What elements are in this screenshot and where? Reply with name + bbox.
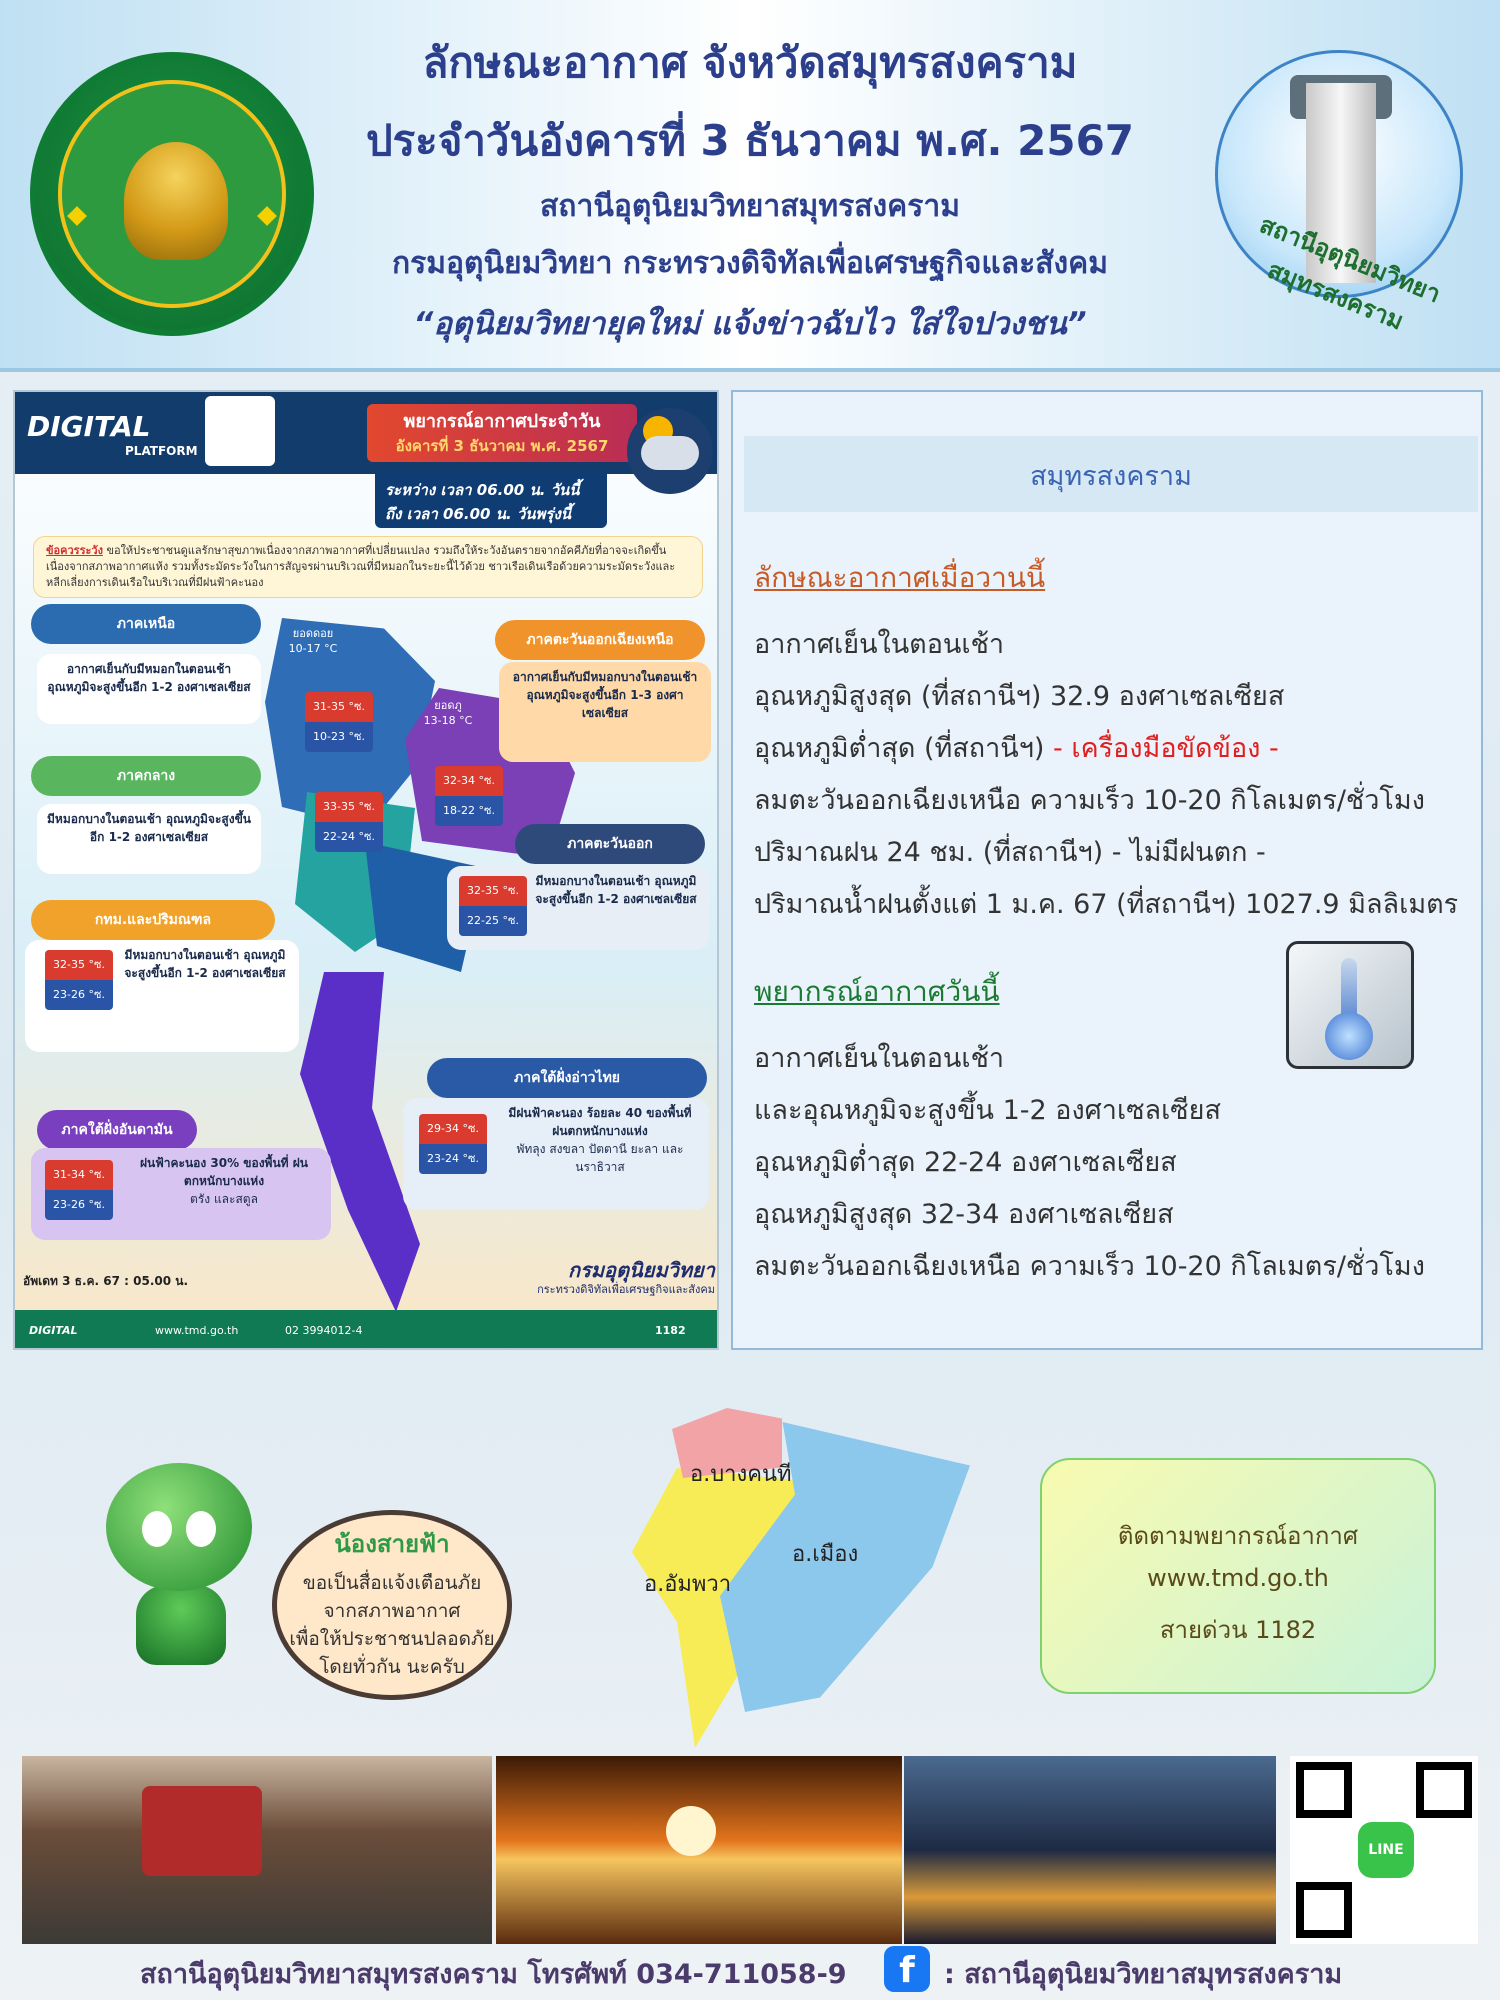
line-qr-code[interactable] [1290,1756,1478,1944]
yesterday-min-temp [754,726,1279,769]
infographic-bottom-bar [15,1310,719,1350]
north-peak-temp: 10-17 °C [288,642,338,655]
temp-gulf [419,1114,487,1174]
temp-bangkok-high: 32-35 °ซ. [45,950,113,980]
today-line: ลมตะวันออกเฉียงเหนือ ความเร็ว 10-20 กิโลเมตร/ชั่วโมง [754,1251,1425,1282]
gulf-areas: พัทลุง สงขลา ปัตตานี ยะลา และนราธิวาส [516,1142,684,1174]
region-text-central: มีหมอกบางในตอนเช้า อุณหภูมิจะสูงขึ้นอีก 1-2 องศาเซลเซียส [37,804,261,874]
temp-bangkok-low: 23-26 °ซ. [45,980,113,1010]
department-name: กรมอุตุนิยมวิทยา กระทรวงดิจิทัลเพื่อเศรษฐกิจและสังคม [391,246,1109,281]
yesterday-heading: ลักษณะอากาศเมื่อวานนี้ [754,561,1046,594]
ne-peak-name: ยอดภู [434,699,462,712]
mascot-line: เพื่อให้ประชาชนปลอดภัย [289,1628,495,1650]
temp-north-low: 10-23 °ซ. [305,722,373,752]
ne-peak-temp: 13-18 °C [423,714,473,727]
contact-hotline: สายด่วน 1182 [1159,1616,1317,1644]
region-tag-gulf: ภาคใต้ฝั่งอ่าวไทย [427,1058,707,1098]
sunset-sea-photo [496,1756,902,1944]
region-tag-northeast: ภาคตะวันออกเฉียงเหนือ [495,620,705,660]
region-text-bangkok: มีหมอกบางในตอนเช้า อุณหภูมิจะสูงขึ้นอีก 1-2 องศาเซลเซียส [25,940,299,1052]
railway-market-photo [22,1756,492,1944]
temp-northeast-low: 18-22 °ซ. [435,796,503,826]
min-temp-label: อุณหภูมิต่ำสุด (ที่สถานีฯ) [754,733,1054,764]
forecast-infographic [13,390,719,1350]
mascot-line: โดยทั่วกัน นะครับ [319,1656,465,1678]
today-line: อุณหภูมิต่ำสุด 22-24 องศาเซลเซียส [754,1147,1177,1178]
bottom-url: www.tmd.go.th [155,1324,239,1337]
district-label-mueang: อ.เมือง [792,1542,859,1567]
temp-north-high: 31-35 °ซ. [305,692,373,722]
page-title: ลักษณะอากาศ จังหวัดสมุทรสงคราม [422,38,1078,87]
infographic-time-to: ถึง เวลา 06.00 น. วันพรุ่งนี้ [385,505,572,523]
footer-station-phone: สถานีอุตุนิยมวิทยาสมุทรสงคราม โทรศัพท์ 034-711058-9 [140,1959,847,1990]
warning-text: ขอให้ประชาชนดูแลรักษาสุขภาพเนื่องจากสภาพอากาศที่เปลี่ยนแปลง รวมถึงให้ระวังอันตรายจากอัคคีภัยที่อาจจะเกิดขึ้นเนื่องจากสภาพอากาศแห้ง รวมทั้งระมัดระวังในการสัญจรผ่านบริเวณที่มีหมอกในระยะนี้ไว้ด้วย ชาวเรือเดินเรือด้วยความระมัดระวังและหลีกเลี่ยงการเดินเรือในบริเวณที่มีฝนฟ้าคะนอง [46,544,676,589]
digital-platform-logo: DIGITAL [27,410,151,443]
today-line: อากาศเย็นในตอนเช้า [754,1043,1005,1074]
region-tag-andaman: ภาคใต้ฝั่งอันดามัน [37,1110,197,1150]
facebook-icon[interactable]: f [884,1946,930,1992]
min-temp-status: - เครื่องมือขัดข้อง - [1053,733,1279,764]
province-name: สมุทรสงคราม [1030,461,1192,492]
region-text-northeast: อากาศเย็นกับมีหมอกบางในตอนเช้า อุณหภูมิจะสูงขึ้นอีก 1-3 องศาเซลเซียส [499,662,711,762]
temp-east [459,876,527,936]
today-line: อุณหภูมิสูงสุด 32-34 องศาเซลเซียส [754,1199,1174,1230]
temp-east-low: 22-25 °ซ. [459,906,527,936]
infographic-title: พยากรณ์อากาศประจำวัน [403,411,601,432]
region-text-north: อากาศเย็นกับมีหมอกในตอนเช้า อุณหภูมิจะสูงขึ้นอีก 1-2 องศาเซลเซียส [37,654,261,724]
temp-central-low: 22-24 °ซ. [315,822,383,852]
df-logo-icon [205,396,275,466]
region-tag-central: ภาคกลาง [31,756,261,796]
temp-gulf-high: 29-34 °ซ. [419,1114,487,1144]
north-peak-label [273,624,353,655]
infographic-updated: อัพเดท 3 ธ.ค. 67 : 05.00 น. [23,1274,189,1288]
contact-follow: ติดตามพยากรณ์อากาศ [1117,1522,1359,1550]
temp-northeast-high: 32-34 °ซ. [435,766,503,796]
temp-andaman [45,1160,113,1220]
temp-andaman-low: 23-26 °ซ. [45,1190,113,1220]
mascot-name: น้องสายฟ้า [334,1530,450,1558]
gulf-forecast: มีฝนฟ้าคะนอง ร้อยละ 40 ของพื้นที่ ฝนตกหนักบางแห่ง [508,1106,692,1138]
yesterday-line: อากาศเย็นในตอนเช้า [754,629,1005,660]
temp-east-high: 32-35 °ซ. [459,876,527,906]
thermometer-cold-icon [1286,941,1414,1069]
mascot-line: ขอเป็นสื่อแจ้งเตือนภัย [302,1572,482,1594]
bottom-hotline: 1182 [655,1324,686,1337]
temp-bangkok [45,950,113,1010]
infographic-time-from: ระหว่าง เวลา 06.00 น. วันนี้ [385,481,580,499]
warning-box [33,536,703,598]
mascot-icon [84,1445,274,1675]
bottom-brand: DIGITAL [29,1324,78,1337]
today-line: และอุณหภูมิจะสูงขึ้น 1-2 องศาเซลเซียส [754,1095,1221,1126]
yesterday-line: ลมตะวันออกเฉียงเหนือ ความเร็ว 10-20 กิโลเมตร/ชั่วโมง [754,785,1425,816]
temp-north [305,692,373,752]
digital-platform-sub: PLATFORM [125,444,198,458]
infographic-ministry: กระทรวงดิจิทัลเพื่อเศรษฐกิจและสังคม [537,1283,715,1296]
yesterday-line: ปริมาณน้ำฝนตั้งแต่ 1 ม.ค. 67 (ที่สถานีฯ) 1027.9 มิลลิเมตร [754,889,1459,920]
andaman-forecast: ฝนฟ้าคะนอง 30% ของพื้นที่ ฝนตกหนักบางแห่ง [140,1156,308,1188]
temp-central [315,792,383,852]
region-tag-north: ภาคเหนือ [31,604,261,644]
contact-website[interactable]: www.tmd.go.th [1147,1564,1329,1592]
page-date: ประจำวันอังคารที่ 3 ธันวาคม พ.ศ. 2567 [365,116,1135,165]
ne-peak-label [413,696,483,727]
warning-label: ข้อควรระวัง [46,544,103,557]
district-label-amphawa: อ.อัมพวา [644,1572,732,1597]
yesterday-line: อุณหภูมิสูงสุด (ที่สถานีฯ) 32.9 องศาเซลเซียส [754,681,1285,712]
temp-andaman-high: 31-34 °ซ. [45,1160,113,1190]
mascot-line: จากสภาพอากาศ [323,1600,461,1622]
district-map [620,1408,970,1748]
north-peak-name: ยอดดอย [292,627,334,640]
infographic-dept: กรมอุตุนิยมวิทยา [568,1258,715,1282]
district-label-bangkhonthi: อ.บางคนที [690,1462,792,1487]
footer-facebook-page[interactable]: : สถานีอุตุนิยมวิทยาสมุทรสงคราม [944,1959,1343,1990]
today-heading: พยากรณ์อากาศวันนี้ [754,975,1000,1008]
yesterday-line: ปริมาณฝน 24 ชม. (ที่สถานีฯ) - ไม่มีฝนตก - [754,837,1266,868]
station-name: สถานีอุตุนิยมวิทยาสมุทรสงคราม [540,189,960,224]
temp-northeast [435,766,503,826]
region-tag-bangkok: กทม.และปริมณฑล [31,900,275,940]
slogan: “อุตุนิยมวิทยายุคใหม่ แจ้งข่าวฉับไว ใส่ใจปวงชน” [413,306,1087,342]
cloud-storm-icon [627,408,713,494]
floating-market-photo [904,1756,1276,1944]
station-logo-caption: สถานีอุตุนิยมวิทยาสมุทรสงคราม [1255,210,1445,336]
region-text-east: มีหมอกบางในตอนเช้า อุณหภูมิจะสูงขึ้นอีก 1-2 องศาเซลเซียส [447,866,709,950]
infographic-date: อังคารที่ 3 ธันวาคม พ.ศ. 2567 [395,437,609,455]
temp-gulf-low: 23-24 °ซ. [419,1144,487,1174]
map-region-south [300,972,420,1312]
andaman-areas: ตรัง และสตูล [190,1192,258,1206]
bottom-phone: 02 3994012-4 [285,1324,363,1337]
line-icon: LINE [1358,1822,1414,1878]
meteorological-seal-icon [30,52,314,336]
region-tag-east: ภาคตะวันออก [515,824,705,864]
temp-central-high: 33-35 °ซ. [315,792,383,822]
